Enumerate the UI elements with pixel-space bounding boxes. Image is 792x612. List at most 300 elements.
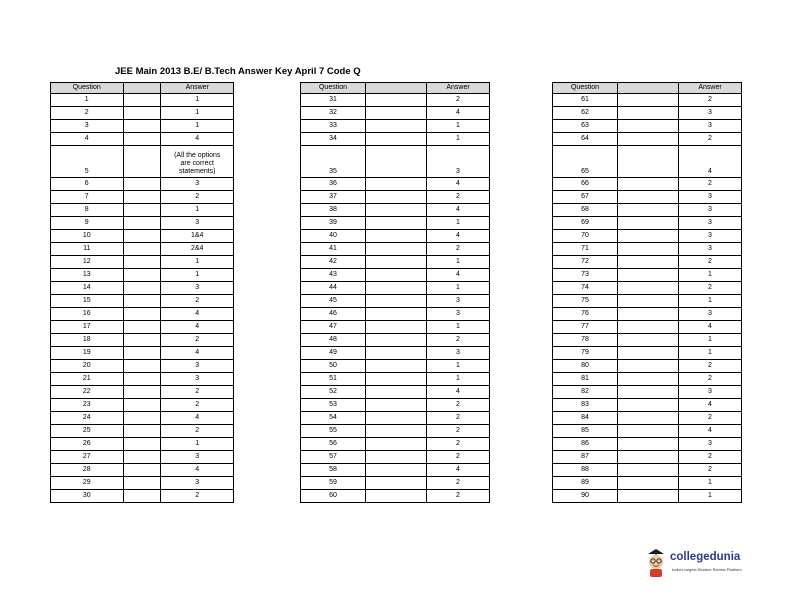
- table-row: [301, 243, 490, 256]
- answer-value: 4: [161, 412, 234, 425]
- answer-value: 3: [427, 146, 490, 178]
- answer-value: 2: [161, 191, 234, 204]
- blank-cell: [366, 256, 427, 269]
- answer-value: 2: [161, 490, 234, 503]
- blank-cell: [618, 295, 679, 308]
- blank-cell: [618, 94, 679, 107]
- answer-value: 3: [679, 120, 742, 133]
- table-row: [51, 451, 234, 464]
- question-number: 44: [301, 282, 366, 295]
- blank-cell: [366, 107, 427, 120]
- table-row: [553, 490, 742, 503]
- table-row: [51, 94, 234, 107]
- blank-cell: [366, 191, 427, 204]
- blank-cell: [123, 321, 161, 334]
- blank-cell: [123, 282, 161, 295]
- header-blank: [123, 83, 161, 94]
- question-number: 58: [301, 464, 366, 477]
- answer-value: 1: [679, 269, 742, 282]
- header-question: Question: [51, 83, 124, 94]
- header-row: [301, 83, 490, 94]
- table-row: [51, 438, 234, 451]
- answer-value: 3: [161, 451, 234, 464]
- blank-cell: [618, 308, 679, 321]
- table-row: [51, 373, 234, 386]
- question-number: 79: [553, 347, 618, 360]
- answer-value: 3: [161, 178, 234, 191]
- table-row: [301, 490, 490, 503]
- blank-cell: [366, 360, 427, 373]
- question-number: 89: [553, 477, 618, 490]
- question-number: 18: [51, 334, 124, 347]
- question-number: 26: [51, 438, 124, 451]
- table-row: [301, 256, 490, 269]
- answer-value: 4: [427, 269, 490, 282]
- blank-cell: [123, 373, 161, 386]
- table-row: [51, 107, 234, 120]
- question-number: 69: [553, 217, 618, 230]
- answer-value: 2: [427, 399, 490, 412]
- answer-value: 3: [679, 438, 742, 451]
- question-number: 22: [51, 386, 124, 399]
- blank-cell: [123, 477, 161, 490]
- answer-value: 2: [679, 256, 742, 269]
- table-row: [301, 386, 490, 399]
- table-row: [51, 477, 234, 490]
- answer-value: 3: [427, 308, 490, 321]
- blank-cell: [123, 334, 161, 347]
- blank-cell: [618, 107, 679, 120]
- table-row: [51, 230, 234, 243]
- header-question: Question: [553, 83, 618, 94]
- answer-value: 4: [427, 386, 490, 399]
- blank-cell: [618, 425, 679, 438]
- table-row: [301, 399, 490, 412]
- logo-tagline: India's largest Student Review Platform: [672, 567, 742, 572]
- answer-value: 2: [679, 451, 742, 464]
- question-number: 71: [553, 243, 618, 256]
- blank-cell: [366, 490, 427, 503]
- blank-cell: [123, 347, 161, 360]
- table-row: [301, 120, 490, 133]
- answer-key-table-2: [300, 82, 490, 503]
- table-row: [553, 120, 742, 133]
- question-number: 15: [51, 295, 124, 308]
- answer-value: 1: [161, 438, 234, 451]
- blank-cell: [618, 490, 679, 503]
- answer-value: 4: [161, 133, 234, 146]
- table-row: [51, 256, 234, 269]
- blank-cell: [618, 477, 679, 490]
- header-blank: [366, 83, 427, 94]
- table-row: [51, 464, 234, 477]
- blank-cell: [366, 334, 427, 347]
- answer-value: 3: [161, 282, 234, 295]
- answer-value: 1: [679, 295, 742, 308]
- blank-cell: [618, 399, 679, 412]
- table-row: [553, 146, 742, 178]
- question-number: 21: [51, 373, 124, 386]
- blank-cell: [123, 107, 161, 120]
- table-row: [301, 269, 490, 282]
- table-row: [51, 191, 234, 204]
- blank-cell: [366, 120, 427, 133]
- blank-cell: [366, 230, 427, 243]
- answer-value: 3: [161, 477, 234, 490]
- blank-cell: [618, 269, 679, 282]
- answer-value: 2: [679, 373, 742, 386]
- answer-value: 2: [679, 282, 742, 295]
- answer-value: 1: [679, 477, 742, 490]
- answer-value: 3: [161, 217, 234, 230]
- blank-cell: [123, 386, 161, 399]
- question-number: 83: [553, 399, 618, 412]
- table-row: [553, 386, 742, 399]
- question-number: 84: [553, 412, 618, 425]
- blank-cell: [366, 425, 427, 438]
- table-row: [301, 451, 490, 464]
- table-row: [553, 321, 742, 334]
- question-number: 72: [553, 256, 618, 269]
- question-number: 11: [51, 243, 124, 256]
- question-number: 73: [553, 269, 618, 282]
- question-number: 60: [301, 490, 366, 503]
- header-answer: Answer: [427, 83, 490, 94]
- table-row: [553, 191, 742, 204]
- answer-value: 1: [427, 282, 490, 295]
- blank-cell: [366, 399, 427, 412]
- question-number: 61: [553, 94, 618, 107]
- table-row: [301, 308, 490, 321]
- table-row: [301, 295, 490, 308]
- blank-cell: [618, 360, 679, 373]
- answer-value: 1: [427, 120, 490, 133]
- blank-cell: [366, 321, 427, 334]
- table-row: [301, 178, 490, 191]
- answer-value: 2: [161, 399, 234, 412]
- answer-value: 2: [161, 386, 234, 399]
- blank-cell: [618, 146, 679, 178]
- answer-value: 2: [427, 451, 490, 464]
- blank-cell: [123, 269, 161, 282]
- question-number: 8: [51, 204, 124, 217]
- question-number: 70: [553, 230, 618, 243]
- blank-cell: [366, 178, 427, 191]
- answer-value: 2: [427, 477, 490, 490]
- blank-cell: [123, 438, 161, 451]
- answer-value: 1: [161, 120, 234, 133]
- blank-cell: [366, 282, 427, 295]
- blank-cell: [366, 477, 427, 490]
- question-number: 35: [301, 146, 366, 178]
- question-number: 52: [301, 386, 366, 399]
- answer-value: 2&4: [161, 243, 234, 256]
- question-number: 39: [301, 217, 366, 230]
- question-number: 65: [553, 146, 618, 178]
- blank-cell: [366, 133, 427, 146]
- answer-value: 2: [427, 94, 490, 107]
- table-row: [553, 295, 742, 308]
- table-row: [51, 120, 234, 133]
- table-row: [553, 269, 742, 282]
- answer-value: 2: [161, 295, 234, 308]
- answer-value: 4: [427, 230, 490, 243]
- table-row: [553, 425, 742, 438]
- answer-value: (All the options are correct statements): [161, 146, 234, 178]
- table-row: [553, 308, 742, 321]
- blank-cell: [618, 321, 679, 334]
- question-number: 12: [51, 256, 124, 269]
- question-number: 30: [51, 490, 124, 503]
- answer-value: 3: [161, 373, 234, 386]
- table-row: [301, 217, 490, 230]
- question-number: 67: [553, 191, 618, 204]
- table-row: [301, 334, 490, 347]
- table-row: [51, 425, 234, 438]
- blank-cell: [123, 146, 161, 178]
- question-number: 45: [301, 295, 366, 308]
- blank-cell: [366, 146, 427, 178]
- blank-cell: [366, 308, 427, 321]
- answer-key-table-1: [50, 82, 234, 503]
- blank-cell: [123, 178, 161, 191]
- question-number: 53: [301, 399, 366, 412]
- question-number: 56: [301, 438, 366, 451]
- answer-value: 3: [427, 347, 490, 360]
- table-row: [553, 204, 742, 217]
- blank-cell: [366, 464, 427, 477]
- table-row: [553, 464, 742, 477]
- collegedunia-logo[interactable]: [642, 548, 768, 582]
- answer-value: 4: [161, 464, 234, 477]
- answer-value: 2: [679, 94, 742, 107]
- table-row: [301, 464, 490, 477]
- answer-value: 2: [679, 133, 742, 146]
- question-number: 2: [51, 107, 124, 120]
- blank-cell: [123, 399, 161, 412]
- table-row: [51, 360, 234, 373]
- answer-value: 2: [161, 425, 234, 438]
- table-row: [553, 230, 742, 243]
- table-row: [301, 412, 490, 425]
- question-number: 16: [51, 308, 124, 321]
- blank-cell: [123, 243, 161, 256]
- blank-cell: [123, 360, 161, 373]
- question-number: 88: [553, 464, 618, 477]
- question-number: 19: [51, 347, 124, 360]
- blank-cell: [123, 295, 161, 308]
- question-number: 54: [301, 412, 366, 425]
- question-number: 64: [553, 133, 618, 146]
- blank-cell: [618, 243, 679, 256]
- table-row: [553, 94, 742, 107]
- question-number: 28: [51, 464, 124, 477]
- blank-cell: [618, 464, 679, 477]
- question-number: 59: [301, 477, 366, 490]
- blank-cell: [123, 94, 161, 107]
- answer-value: 4: [161, 321, 234, 334]
- table-row: [51, 269, 234, 282]
- logo-text: collegedunia: [670, 551, 741, 563]
- answer-value: 3: [679, 386, 742, 399]
- blank-cell: [123, 412, 161, 425]
- table-row: [51, 282, 234, 295]
- answer-value: 4: [679, 399, 742, 412]
- answer-value: 4: [161, 308, 234, 321]
- answer-value: 2: [427, 243, 490, 256]
- blank-cell: [123, 204, 161, 217]
- table-row: [553, 412, 742, 425]
- table-row: [553, 256, 742, 269]
- question-number: 40: [301, 230, 366, 243]
- blank-cell: [123, 120, 161, 133]
- answer-value: 2: [427, 334, 490, 347]
- answer-value: 1: [427, 133, 490, 146]
- question-number: 82: [553, 386, 618, 399]
- answer-value: 2: [427, 425, 490, 438]
- answer-value: 1: [679, 334, 742, 347]
- table-row: [301, 438, 490, 451]
- answer-value: 3: [161, 360, 234, 373]
- answer-value: 2: [679, 464, 742, 477]
- table-row: [51, 308, 234, 321]
- table-row: [51, 146, 234, 178]
- answer-value: 1: [427, 256, 490, 269]
- question-number: 36: [301, 178, 366, 191]
- answer-value: 4: [679, 425, 742, 438]
- question-number: 31: [301, 94, 366, 107]
- table-row: [553, 347, 742, 360]
- question-number: 74: [553, 282, 618, 295]
- table-row: [301, 94, 490, 107]
- question-number: 32: [301, 107, 366, 120]
- question-number: 9: [51, 217, 124, 230]
- blank-cell: [366, 217, 427, 230]
- table-row: [51, 386, 234, 399]
- table-row: [301, 347, 490, 360]
- question-number: 43: [301, 269, 366, 282]
- question-number: 20: [51, 360, 124, 373]
- table-row: [51, 321, 234, 334]
- question-number: 55: [301, 425, 366, 438]
- answer-value: 3: [679, 204, 742, 217]
- question-number: 10: [51, 230, 124, 243]
- blank-cell: [366, 243, 427, 256]
- blank-cell: [618, 191, 679, 204]
- table-row: [51, 243, 234, 256]
- question-number: 1: [51, 94, 124, 107]
- blank-cell: [123, 217, 161, 230]
- answer-value: 1: [161, 107, 234, 120]
- mascot-icon: [644, 548, 668, 578]
- answer-value: 2: [679, 360, 742, 373]
- blank-cell: [618, 438, 679, 451]
- document-title: JEE Main 2013 B.E/ B.Tech Answer Key April 7 Code Q: [115, 66, 361, 77]
- question-number: 14: [51, 282, 124, 295]
- table-row: [301, 282, 490, 295]
- table-row: [51, 399, 234, 412]
- table-row: [51, 217, 234, 230]
- question-number: 68: [553, 204, 618, 217]
- table-row: [51, 334, 234, 347]
- question-number: 80: [553, 360, 618, 373]
- question-number: 24: [51, 412, 124, 425]
- answer-value: 1: [679, 347, 742, 360]
- question-number: 4: [51, 133, 124, 146]
- answer-value: 2: [427, 412, 490, 425]
- table-row: [553, 282, 742, 295]
- question-number: 49: [301, 347, 366, 360]
- question-number: 13: [51, 269, 124, 282]
- table-row: [553, 360, 742, 373]
- blank-cell: [366, 412, 427, 425]
- blank-cell: [618, 334, 679, 347]
- answer-value: 4: [679, 321, 742, 334]
- answer-value: 2: [427, 191, 490, 204]
- blank-cell: [366, 438, 427, 451]
- table-row: [51, 490, 234, 503]
- blank-cell: [618, 347, 679, 360]
- blank-cell: [618, 230, 679, 243]
- question-number: 51: [301, 373, 366, 386]
- answer-value: 3: [679, 217, 742, 230]
- answer-value: 3: [679, 243, 742, 256]
- answer-value: 2: [427, 490, 490, 503]
- answer-value: 2: [161, 334, 234, 347]
- table-row: [51, 178, 234, 191]
- question-number: 3: [51, 120, 124, 133]
- blank-cell: [123, 451, 161, 464]
- table-row: [553, 399, 742, 412]
- table-row: [301, 425, 490, 438]
- blank-cell: [366, 451, 427, 464]
- blank-cell: [618, 178, 679, 191]
- header-answer: Answer: [679, 83, 742, 94]
- answer-value: 2: [679, 412, 742, 425]
- blank-cell: [618, 256, 679, 269]
- table-row: [301, 204, 490, 217]
- question-number: 46: [301, 308, 366, 321]
- header-row: [51, 83, 234, 94]
- blank-cell: [618, 282, 679, 295]
- question-number: 62: [553, 107, 618, 120]
- question-number: 63: [553, 120, 618, 133]
- table-row: [553, 178, 742, 191]
- answer-value: 1: [427, 321, 490, 334]
- table-row: [553, 133, 742, 146]
- answer-value: 1&4: [161, 230, 234, 243]
- blank-cell: [123, 308, 161, 321]
- table-row: [51, 412, 234, 425]
- answer-value: 1: [161, 256, 234, 269]
- answer-value: 3: [679, 107, 742, 120]
- answer-value: 1: [427, 217, 490, 230]
- answer-value: 1: [161, 269, 234, 282]
- answer-value: 4: [427, 178, 490, 191]
- blank-cell: [618, 451, 679, 464]
- table-row: [301, 360, 490, 373]
- question-number: 57: [301, 451, 366, 464]
- answer-value: 3: [427, 295, 490, 308]
- blank-cell: [618, 386, 679, 399]
- table-row: [301, 107, 490, 120]
- question-number: 50: [301, 360, 366, 373]
- blank-cell: [123, 191, 161, 204]
- question-number: 86: [553, 438, 618, 451]
- blank-cell: [366, 94, 427, 107]
- answer-value: 1: [427, 360, 490, 373]
- blank-cell: [366, 373, 427, 386]
